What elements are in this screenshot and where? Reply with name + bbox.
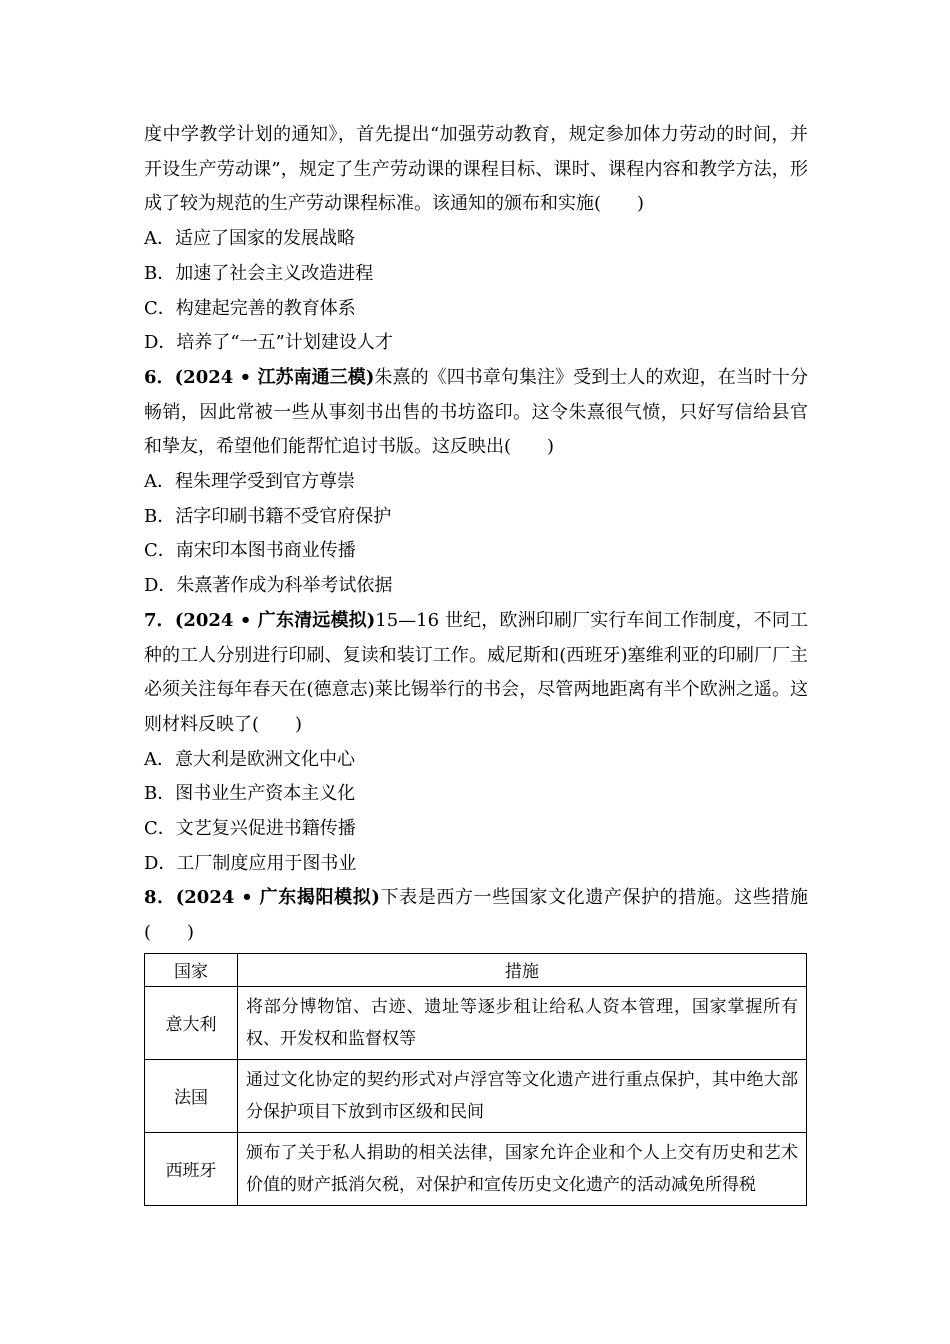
- table-header-measure: 措施: [238, 953, 807, 986]
- table-row: [145, 986, 807, 1059]
- q7-option-d: D．工厂制度应用于图书业: [144, 852, 357, 874]
- q8-stem-paragraph: [144, 881, 808, 950]
- table-cell-country: 法国: [145, 1059, 238, 1132]
- q7-option-a: A．意大利是欧洲文化中心: [144, 748, 355, 770]
- q8-stem: 下表是西方一些国家文化遗产保护的措施。这些措施( ): [144, 887, 808, 944]
- q7-option-b: B．图书业生产资本主义化: [144, 783, 356, 805]
- table-cell-measure: 将部分博物馆、古迹、遗址等逐步租让给私人资本管理，国家掌握所有权、开发权和监督权等: [238, 986, 807, 1059]
- q5-option-d: D．培养了“一五”计划建设人才: [144, 332, 393, 354]
- q7-heading: 7．(2024 • 广东清远模拟): [144, 609, 376, 631]
- table-row: [145, 1059, 807, 1132]
- table-header-row: [145, 953, 807, 986]
- heritage-measures-table: [144, 953, 807, 1206]
- q6-stem: 朱熹的《四书章句集注》受到士人的欢迎，在当时十分畅销，因此常被一些从事刻书出售的书坊盗印。这令朱熹很气愤，只好写信给县官和挚友，希望他们能帮忙追讨书版。这反映出( ): [144, 366, 808, 458]
- q5-stem: 度中学教学计划的通知》，首先提出“加强劳动教育，规定参加体力劳动的时间，并开设生产劳动课”，规定了生产劳动课的课程目标、课时、课程内容和教学方法，形成了较为规范的生产劳动课程标准。该通知的颁布和实施( ): [144, 124, 808, 215]
- q7-option-c: C．文艺复兴促进书籍传播: [144, 818, 356, 840]
- table-row: [145, 1132, 807, 1205]
- table-cell-country: 西班牙: [145, 1132, 238, 1205]
- q6-heading: 6．(2024 • 江苏南通三模): [144, 366, 375, 388]
- q7-stem: 15—16 世纪，欧洲印刷厂实行车间工作制度，不同工种的工人分别进行印刷、复读和装订工作。威尼斯和(西班牙)塞维利亚的印刷厂厂主必须关注每年春天在(德意志)莱比锡举行的书会，尽管两地距离有半个欧洲之遥。这则材料反映了( ): [144, 609, 808, 735]
- q6-option-c: C．南宋印本图书商业传播: [144, 540, 356, 562]
- q6-option-b: B．活字印刷书籍不受官府保护: [144, 505, 392, 527]
- q8-heading: 8．(2024 • 广东揭阳模拟): [144, 887, 380, 909]
- q6-stem-paragraph: [144, 361, 808, 465]
- q6-option-a: A．程朱理学受到官方尊崇: [144, 471, 355, 493]
- table-header-country: 国家: [145, 953, 238, 986]
- table-cell-measure: 通过文化协定的契约形式对卢浮宫等文化遗产进行重点保护，其中绝大部分保护项目下放到市区级和民间: [238, 1059, 807, 1132]
- q5-option-a: A．适应了国家的发展战略: [144, 228, 355, 250]
- q5-option-c: C．构建起完善的教育体系: [144, 297, 356, 319]
- q5-option-b: B．加速了社会主义改造进程: [144, 262, 374, 284]
- page-content: [144, 118, 808, 1206]
- q6-option-d: D．朱熹著作成为科举考试依据: [144, 575, 393, 597]
- table-cell-measure: 颁布了关于私人捐助的相关法律，国家允许企业和个人上交有历史和艺术价值的财产抵消欠税，对保护和宣传历史文化遗产的活动减免所得税: [238, 1132, 807, 1205]
- table-cell-country: 意大利: [145, 986, 238, 1059]
- q7-stem-paragraph: [144, 604, 808, 743]
